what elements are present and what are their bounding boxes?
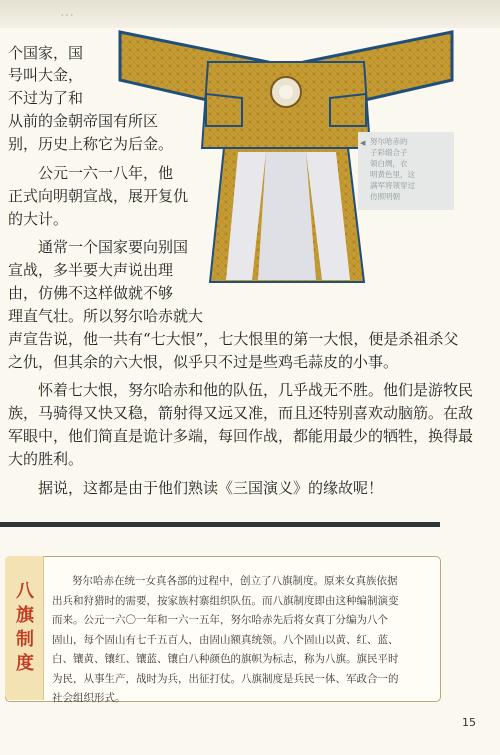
sidebar-title-char: 制	[16, 629, 34, 650]
caption-line: 明黄色里，这	[370, 170, 415, 179]
robe-caption	[358, 132, 454, 210]
text-line: 不过为了和	[8, 89, 84, 107]
header-ghost-text: …	[60, 4, 76, 20]
section-divider	[0, 522, 440, 527]
text-line: 号叫大金，	[8, 66, 84, 84]
caption-line: 子彩缎合子	[370, 148, 408, 157]
text-line: 之仇，但其余的六大恨，似乎只不过是些鸡毛蒜皮的小事。	[8, 353, 399, 371]
sidebar-title-char: 八	[16, 581, 34, 602]
sidebar-text	[52, 572, 435, 709]
text-line: 正式向明朝宣战，展开复仇	[8, 187, 189, 205]
sidebar-line: 而来。公元一六〇一年和一六一五年，努尔哈赤先后将女真丁分编为八个	[52, 614, 388, 626]
text-line: 别，历史上称它为后金。	[8, 135, 174, 153]
caption-line: 满军将领穿过	[370, 181, 415, 190]
page-number: 15	[462, 716, 476, 729]
text-line: 据说，这都是由于他们熟读《三国演义》的缘故呢！	[38, 479, 384, 497]
text-line: 个国家，国	[8, 44, 84, 62]
sidebar-line: 社会组织形式。	[52, 692, 126, 704]
sidebar-line: 固山，每个固山有七千五百人，由固山额真统领。八个固山以黄、红、蓝、	[52, 633, 399, 646]
caption-marker: ◀	[360, 139, 366, 147]
sidebar-line: 白、镶黄、镶红、镶蓝、镶白八种颜色的旗帜为标志，称为八旗。旗民平时	[52, 653, 399, 665]
text-line: 从前的金朝帝国有所区	[8, 112, 159, 130]
text-line: 的大计。	[8, 210, 69, 228]
sidebar-title	[15, 580, 35, 676]
text-line: 理直气壮。所以努尔哈赤就大	[8, 307, 204, 325]
text-line: 军眼中，他们简直是诡计多端，每回作战，都能用最少的牺牲，换得最	[8, 427, 474, 445]
text-line: 通常一个国家要向别国	[38, 238, 189, 256]
caption-line: 努尔哈赤的	[370, 137, 408, 146]
caption-line: 仿照明朝	[370, 192, 400, 201]
sidebar-line: 出兵和狩猎时的需要，按家族村寨组织队伍。而八旗制度即由这种编制演变	[52, 594, 399, 607]
sidebar-title-char: 度	[16, 653, 34, 674]
sidebar-line: 为民，从事生产，战时为兵，出征打仗。八旗制度是兵民一体、军政合一的	[52, 672, 399, 685]
text-line: 宣战，多半要大声说出理	[8, 261, 174, 279]
text-line: 怀着七大恨，努尔哈赤和他的队伍，几乎战无不胜。他们是游牧民	[38, 381, 474, 399]
text-line: 公元一六一八年，他	[38, 164, 174, 182]
text-line: 声宣告说，他一共有“七大恨”，七大恨里的第一大恨，便是杀祖杀父	[8, 330, 459, 348]
text-line: 由，仿佛不这样做就不够	[8, 284, 174, 302]
caption-line: 领白绸，衣	[370, 159, 408, 168]
text-line: 族，马骑得又快又稳，箭射得又远又准，而且还特别喜欢动脑筋。在敌	[8, 404, 474, 422]
text-line: 大的胜利。	[8, 450, 84, 468]
sidebar-line: 努尔哈赤在统一女真各部的过程中，创立了八旗制度。原来女真族依据	[72, 575, 398, 587]
sidebar-title-char: 旗	[16, 605, 34, 626]
